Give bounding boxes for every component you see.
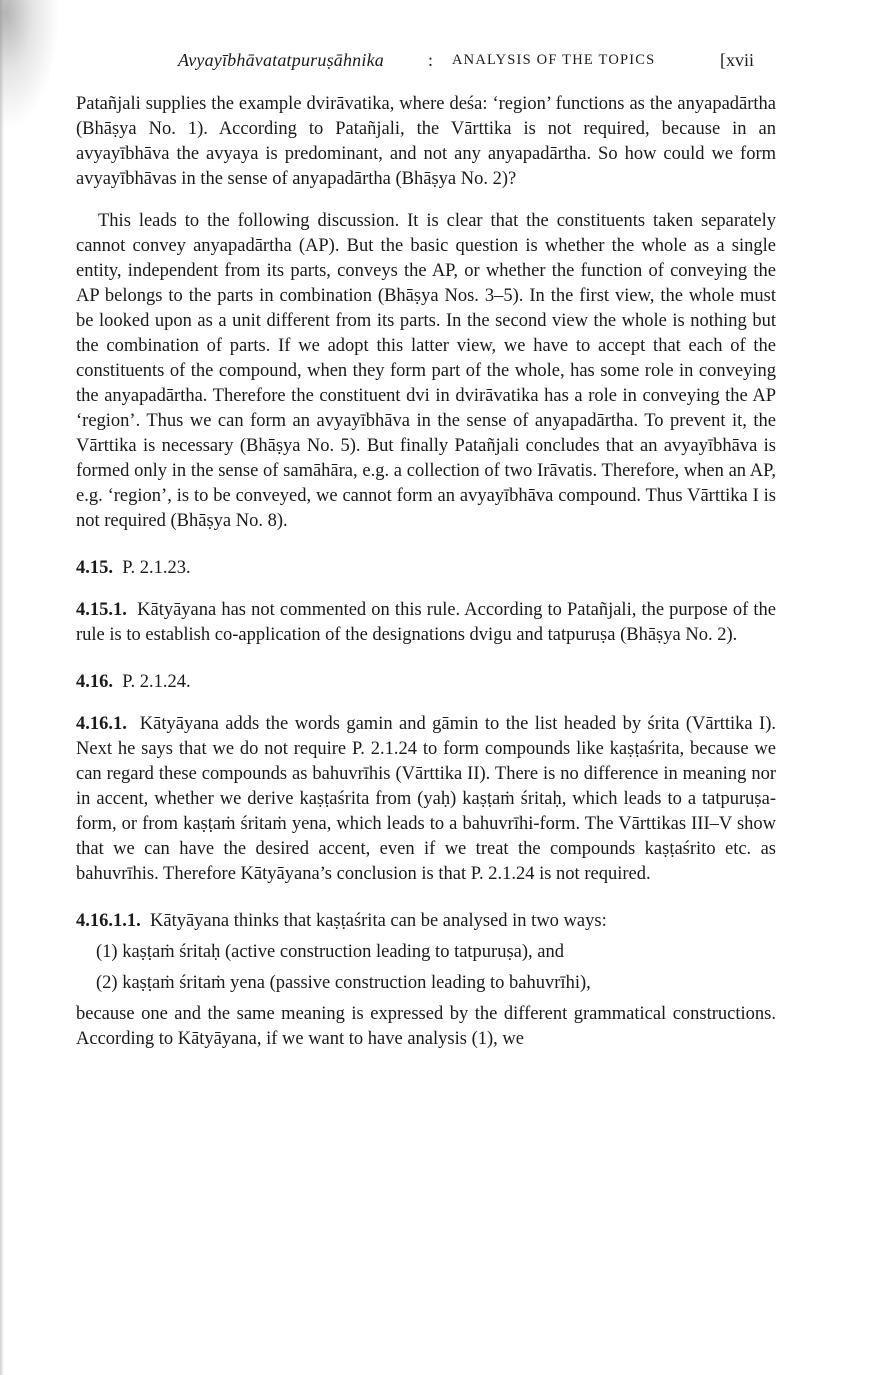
section-4-15-1 <box>76 598 776 648</box>
rule-reference: P. 2.1.24. <box>122 672 191 692</box>
scan-edge-shadow <box>0 0 4 1375</box>
subsection-number: 4.16.1. <box>76 714 127 734</box>
section-4-15-heading <box>76 556 776 581</box>
subsection-text: Kātyāyana has not commented on this rule. According to Patañjali, the purpose of the rule is to establish co-application of the designations dvigu and tatpuruṣa (Bhāṣya No. 2). <box>76 600 777 645</box>
paragraph-2: This leads to the following discussion. It is clear that the constituents taken separately cannot convey anyapadārtha (AP). But the basic question is whether the whole as a single entity, independent from its parts, conveys the AP, or whether the function of conveying the AP belongs to the parts in combination (Bhāṣya Nos. 3–5). In the first view, the whole must be looked upon as a unit different from its parts. In the second view the whole is nothing but the combination of parts. If we adopt this latter view, we have to accept that each of the constituents of the compound, when they form part of the whole, has some role in conveying the anyapadārtha. Therefore the constituent dvi in dvirāvatika has a role in conveying the AP ‘region’. Thus we can form an avyayībhāva in the sense of anyapadārtha. To prevent it, the Vārttika is necessary (Bhāṣya No. 5). But finally Patañjali concludes that an avyayībhāva is formed only in the sense of samāhāra, e.g. a collection of two Irāvatis. Therefore, when an AP, e.g. ‘region’, is to be conveyed, we cannot form an avyayībhāva compound. Thus Vārttika I is not required (Bhāṣya No. 8). <box>76 211 776 531</box>
section-number: 4.15. <box>76 558 113 578</box>
subsubsection-number: 4.16.1.1. <box>76 911 141 931</box>
header-separator: : <box>428 50 434 70</box>
section-caption: ANALYSIS OF THE TOPICS <box>452 52 656 68</box>
page-header <box>0 50 894 76</box>
subsubsection-text: Kātyāyana thinks that kaṣṭaśrita can be analysed in two ways: <box>150 911 607 931</box>
paragraph-1: Patañjali supplies the example dvirāvatika, where deśa: ‘region’ functions as the anyapadārtha (Bhāṣya No. 1). According to Patañjali, the Vārttika is not required, because in an avyayībhāva the avyaya is predominant, and not any anyapadārtha. So how could we form avyayībhāvas in the sense of anyapadārtha (Bhāṣya No. 2)? <box>76 94 776 189</box>
subsection-number: 4.15.1. <box>76 600 127 620</box>
section-4-16-heading <box>76 670 776 695</box>
page-number: [xvii <box>720 50 754 70</box>
page-body <box>76 92 776 1052</box>
section-number: 4.16. <box>76 672 113 692</box>
analysis-continuation: because one and the same meaning is expressed by the different grammatical constructions. According to Kātyāyana, if we want to have analysis (1), we <box>76 1004 776 1049</box>
rule-reference: P. 2.1.23. <box>122 558 191 578</box>
running-title: Avyayībhāvatatpuruṣāhnika <box>178 50 384 70</box>
section-4-16-1-1 <box>76 909 776 934</box>
section-4-16-1 <box>76 712 776 887</box>
analysis-item-2: (2) kaṣṭaṁ śritaṁ yena (passive construction leading to bahuvrīhi), <box>96 973 591 993</box>
analysis-item-1: (1) kaṣṭaṁ śritaḥ (active construction leading to tatpuruṣa), and <box>96 942 565 962</box>
subsection-text: Kātyāyana adds the words gamin and gāmin to the list headed by śrita (Vārttika I). Next he says that we do not require P. 2.1.24 to form compounds like kaṣṭaśrita, because we can regard these compounds as bahuvrīhis (Vārttika II). There is no difference in meaning nor in accent, whether we derive kaṣṭaśrita from (yaḥ) kaṣṭaṁ śritaḥ, which leads to a tatpuruṣa-form, or from kaṣṭaṁ śritaṁ yena, which leads to a bahuvrīhi-form. The Vārttikas III–V show that we can have the desired accent, even if we treat the compounds kaṣṭaśrito etc. as bahuvrīhis. Therefore Kātyāyana’s conclusion is that P. 2.1.24 is not required. <box>76 714 777 884</box>
